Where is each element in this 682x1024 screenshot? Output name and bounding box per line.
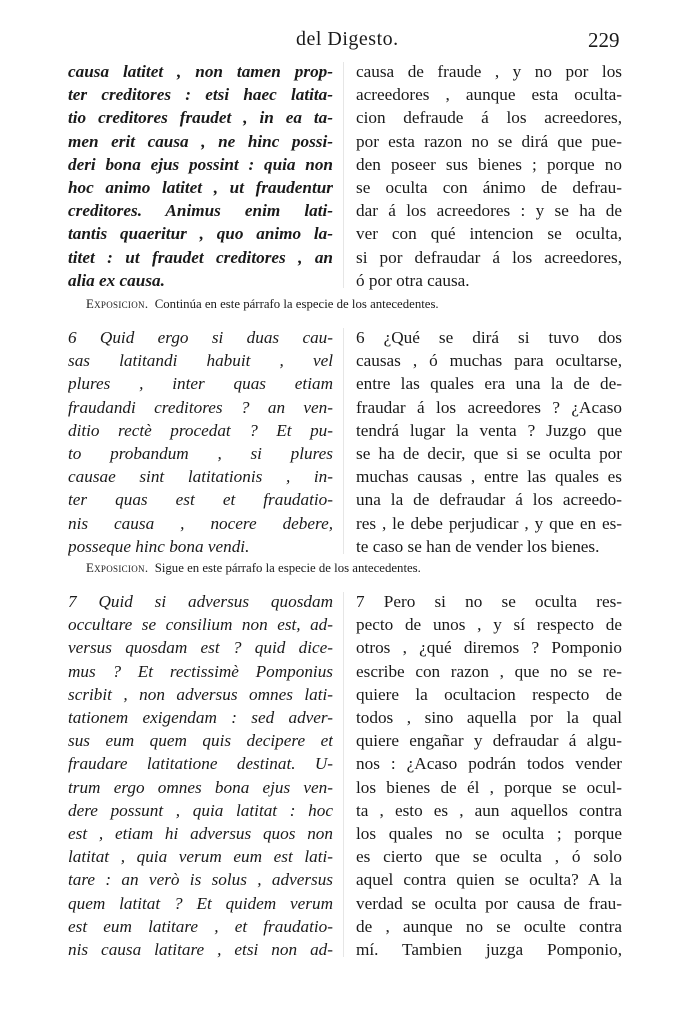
spanish-line: te caso se han de vender los bienes. <box>356 536 600 556</box>
latin-line: latitat , quia verum eum est lati- <box>68 847 333 867</box>
spanish-line: pecto de unos , y sí respecto de <box>356 615 622 635</box>
latin-line: fraudare latitatione destinat. U- <box>68 754 333 774</box>
running-head: del Digesto. <box>296 28 399 50</box>
latin-line: tio creditores fraudet , in ea ta- <box>68 108 333 128</box>
spanish-line: 6 ¿Qué se dirá si tuvo dos <box>356 328 622 347</box>
spanish-line: verdad se oculta por causa de frau- <box>356 893 622 913</box>
spanish-line: todos , sino aquella por la qual <box>356 708 622 728</box>
page-header <box>0 28 682 54</box>
latin-line: men erit causa , ne hinc possi- <box>68 131 333 151</box>
spanish-line: ver con qué intencion se oculta, <box>356 224 622 244</box>
exposicion-note <box>86 561 646 576</box>
spanish-line: causas , ó muchas para ocultarse, <box>356 351 622 371</box>
spanish-line: dar á los acreedores : y se ha de <box>356 201 622 221</box>
latin-line: versus quosdam est ? quid dice- <box>68 638 333 658</box>
spanish-line: quiere engañar y defraudar á algu- <box>356 731 622 751</box>
spanish-line: escribe con razon , que no se re- <box>356 661 622 681</box>
spanish-line: los quales no se oculta ; porque <box>356 824 622 844</box>
latin-line: to probandum , si plures <box>68 444 333 464</box>
latin-line: mus ? Et rectissimè Pomponius <box>68 661 333 681</box>
spanish-line: acreedores , aunque esta oculta- <box>356 85 622 105</box>
latin-line: 6 Quid ergo si duas cau- <box>68 328 333 347</box>
latin-line: plures , inter quas etiam <box>68 374 333 394</box>
spanish-line: nos : ¿Acaso podrán todos vender <box>356 754 622 774</box>
spanish-line: aquel contra quien se oculta? A la <box>356 870 622 890</box>
spanish-column <box>356 590 622 961</box>
spanish-line: ó por otra causa. <box>356 270 470 290</box>
latin-line: quem latitat ? Et quidem verum <box>68 893 333 913</box>
latin-line: titet : ut fraudet creditores , an <box>68 247 333 267</box>
latin-line: occultare se consilium non est, ad- <box>68 615 333 635</box>
latin-line: posseque hinc bona vendi. <box>68 536 250 556</box>
spanish-line: fraudar á los acreedores ? ¿Acaso <box>356 397 622 417</box>
exposicion-text: Sigue en este párrafo la especie de los antecedentes. <box>154 561 421 575</box>
page-number: 229 <box>588 28 620 52</box>
latin-line: causa latitet , non tamen prop- <box>68 62 333 81</box>
spanish-line: los bienes de él , porque se ocul- <box>356 777 622 797</box>
latin-line: tationem exigendam : sed adver- <box>68 708 333 728</box>
latin-line: dere possunt , quia latitat : hoc <box>68 800 333 820</box>
spanish-line: quiere la ocultacion respecto de <box>356 684 622 704</box>
spanish-line: muchas causas , entre las quales es <box>356 467 622 487</box>
latin-line: deri bona ejus possint : quia non <box>68 154 333 174</box>
latin-line: ter quas est et fraudatio- <box>68 490 333 510</box>
latin-line: est eum latitare , et fraudatio- <box>68 916 333 936</box>
spanish-line: entre las quales era una la de de- <box>356 374 622 394</box>
spanish-line: 7 Pero si no se oculta res- <box>356 592 622 611</box>
latin-line: creditores. Animus enim lati- <box>68 201 333 221</box>
spanish-line: mí. Tambien juzga Pomponio, <box>356 940 622 960</box>
latin-line: ditio rectè procedat ? Et pu- <box>68 420 333 440</box>
latin-line: causae sint latitationis , in- <box>68 467 333 487</box>
exposicion-note <box>86 297 646 312</box>
latin-line: tare : an verò is solus , adversus <box>68 870 333 890</box>
spanish-line: tendrá lugar la venta ? Juzgo que <box>356 420 622 440</box>
latin-line: alia ex causa. <box>68 270 165 290</box>
spanish-line: causa de fraude , y no por los <box>356 62 622 81</box>
spanish-line: den poseer sus bienes ; porque no <box>356 154 622 174</box>
latin-line: fraudandi creditores ? an ven- <box>68 397 333 417</box>
spanish-column <box>356 60 622 292</box>
spanish-line: es cierto que se oculta , ó solo <box>356 847 622 867</box>
exposicion-label: Exposicion. <box>86 297 149 311</box>
spanish-line: si por defraudar á los acreedores, <box>356 247 622 267</box>
spanish-line: ta , esto es , aun aquellos contra <box>356 800 622 820</box>
exposicion-label: Exposicion. <box>86 561 149 575</box>
spanish-line: res , le debe perjudicar , y que en es- <box>356 513 622 533</box>
latin-line: nis causa latitare , etsi non ad- <box>68 940 333 960</box>
spanish-line: cion defraude á los acreedores, <box>356 108 622 128</box>
latin-line: scribit , non adversus omnes lati- <box>68 684 333 704</box>
spanish-line: por esta razon no se dirá que pue- <box>356 131 622 151</box>
spanish-line: otros , ¿qué diremos ? Pomponio <box>356 638 622 658</box>
latin-line: hoc animo latitet , ut fraudentur <box>68 178 333 198</box>
latin-line: tantis quaeritur , quo animo la- <box>68 224 333 244</box>
latin-column <box>68 60 333 292</box>
column-divider <box>343 62 344 288</box>
exposicion-text: Continúa en este párrafo la especie de los antecedentes. <box>154 297 439 311</box>
latin-line: 7 Quid si adversus quosdam <box>68 592 333 611</box>
latin-line: ter creditores : etsi haec latita- <box>68 85 333 105</box>
latin-line: sas latitandi habuit , vel <box>68 351 333 371</box>
column-divider <box>343 592 344 957</box>
latin-line: trum ergo omnes bona ejus ven- <box>68 777 333 797</box>
spanish-line: se ha de decir, que si se oculta por <box>356 444 622 464</box>
column-divider <box>343 328 344 554</box>
latin-line: sus eum quem quis decipere et <box>68 731 333 751</box>
spanish-line: de , aunque no se oculte contra <box>356 916 622 936</box>
latin-line: nis causa , nocere debere, <box>68 513 333 533</box>
latin-column <box>68 326 333 558</box>
spanish-line: una la de defraudar á los acreedo- <box>356 490 622 510</box>
spanish-column <box>356 326 622 558</box>
latin-line: est , etiam hi adversus quos non <box>68 824 333 844</box>
latin-column <box>68 590 333 961</box>
spanish-line: se oculta con ánimo de defrau- <box>356 178 622 198</box>
